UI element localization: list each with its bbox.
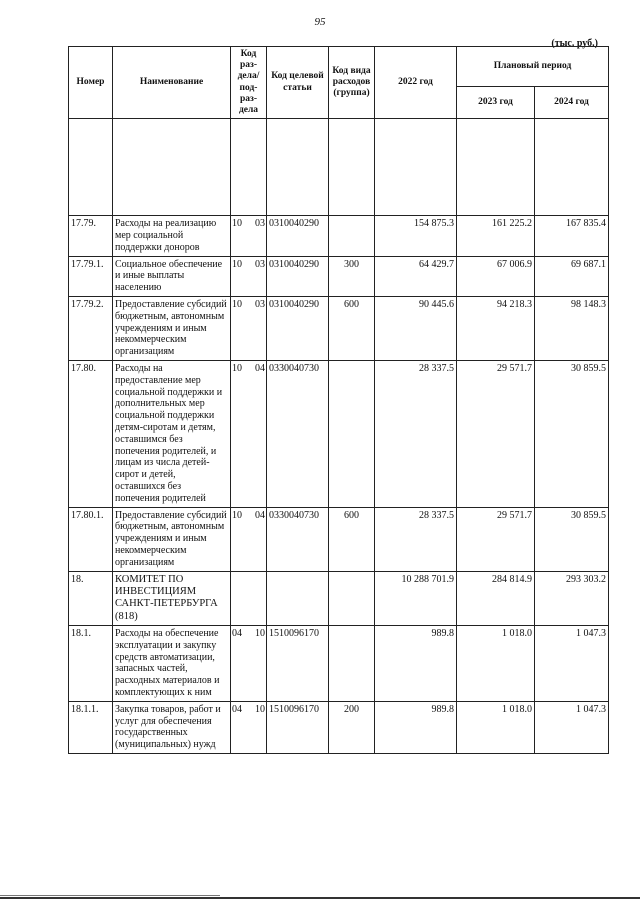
row-celevaya: 0330040730 <box>267 507 329 571</box>
row-podrazdel-code: 04 <box>255 362 265 374</box>
row-podrazdel-code: 04 <box>255 509 265 521</box>
row-name: Расходы на обеспечение эксплуатации и закупку средств автоматизации, запасных частей, расходных материалов и комплектующих к ним <box>113 626 231 702</box>
row-razdel-code: 10 <box>232 299 242 310</box>
row-razdel <box>231 507 267 571</box>
table-row <box>69 571 609 626</box>
row-2023: 1 018.0 <box>457 701 535 753</box>
scan-edge-line <box>0 895 220 896</box>
row-razdel-code: 10 <box>232 509 242 521</box>
row-2022: 90 445.6 <box>375 297 457 361</box>
row-name: Расходы на предоставление мер социальной поддержки и дополнительных мер социальной поддержки детям-сиротам и детям, оставшимся без попечения родителей, и лицам из числа детей-сирот и детей, оставшихся без попечения родителей <box>113 360 231 507</box>
header-name: Наименование <box>113 47 231 119</box>
header-vid: Код вида расходов (группа) <box>329 47 375 119</box>
scan-bottom-line <box>0 897 640 899</box>
row-vid: 200 <box>329 701 375 753</box>
row-number: 18. <box>69 571 113 626</box>
row-number: 17.80.1. <box>69 507 113 571</box>
row-razdel <box>231 626 267 702</box>
row-podrazdel-code: 03 <box>255 218 265 230</box>
row-celevaya: 0310040290 <box>267 256 329 296</box>
row-name: Расходы на реализацию мер социальной поддержки доноров <box>113 216 231 256</box>
row-razdel-code: 04 <box>232 628 242 640</box>
row-2023: 161 225.2 <box>457 216 535 256</box>
header-celevaya: Код целевой статьи <box>267 47 329 119</box>
row-razdel <box>231 216 267 256</box>
row-vid <box>329 360 375 507</box>
row-razdel-code: 10 <box>232 258 242 270</box>
row-2024: 167 835.4 <box>535 216 609 256</box>
header-num: Номер <box>69 47 113 119</box>
table-row <box>69 507 609 571</box>
row-razdel-code: 10 <box>232 218 242 230</box>
row-2022: 154 875.3 <box>375 216 457 256</box>
row-number: 17.79. <box>69 216 113 256</box>
header-2023: 2023 год <box>457 86 535 119</box>
row-celevaya: 0310040290 <box>267 297 329 361</box>
row-razdel <box>231 297 267 361</box>
header-period: Плановый период <box>457 47 609 87</box>
row-2024: 1 047.3 <box>535 626 609 702</box>
row-vid: 300 <box>329 256 375 296</box>
row-2023: 29 571.7 <box>457 360 535 507</box>
row-podrazdel-code: 10 <box>255 703 265 715</box>
table-row <box>69 256 609 296</box>
row-2023: 29 571.7 <box>457 507 535 571</box>
row-podrazdel-code: 03 <box>255 299 265 310</box>
row-number: 17.79.1. <box>69 256 113 296</box>
row-celevaya: 1510096170 <box>267 701 329 753</box>
row-2022: 64 429.7 <box>375 256 457 296</box>
header-2022: 2022 год <box>375 47 457 119</box>
row-number: 18.1. <box>69 626 113 702</box>
row-podrazdel-code: 10 <box>255 628 265 640</box>
row-2024: 98 148.3 <box>535 297 609 361</box>
row-podrazdel-code: 03 <box>255 258 265 270</box>
row-2023: 284 814.9 <box>457 571 535 626</box>
row-razdel <box>231 571 267 626</box>
row-2024: 30 859.5 <box>535 507 609 571</box>
row-name: Предоставление субсидий бюджетным, автономным учреждениям и иным некоммерческим организациям <box>113 507 231 571</box>
header-razdel: Код раз-дела/ под-раз-дела <box>231 47 267 119</box>
row-2024: 30 859.5 <box>535 360 609 507</box>
row-2022: 10 288 701.9 <box>375 571 457 626</box>
table-row <box>69 297 609 361</box>
row-name: Закупка товаров, работ и услуг для обеспечения государственных (муниципальных) нужд <box>113 701 231 753</box>
row-celevaya: 1510096170 <box>267 626 329 702</box>
row-2022: 989.8 <box>375 701 457 753</box>
row-razdel-code: 04 <box>232 703 242 715</box>
row-name: Социальное обеспечение и иные выплаты населению <box>113 256 231 296</box>
row-razdel <box>231 256 267 296</box>
row-razdel <box>231 360 267 507</box>
row-celevaya: 0310040290 <box>267 216 329 256</box>
row-celevaya: 0330040730 <box>267 360 329 507</box>
row-2024: 69 687.1 <box>535 256 609 296</box>
row-celevaya <box>267 571 329 626</box>
row-2022: 989.8 <box>375 626 457 702</box>
row-2023: 67 006.9 <box>457 256 535 296</box>
row-name: КОМИТЕТ ПО ИНВЕСТИЦИЯМ САНКТ-ПЕТЕРБУРГА (818) <box>113 571 231 626</box>
row-2024: 293 303.2 <box>535 571 609 626</box>
row-2023: 1 018.0 <box>457 626 535 702</box>
row-number: 17.79.2. <box>69 297 113 361</box>
row-2024: 1 047.3 <box>535 701 609 753</box>
header-spacer-row <box>69 119 609 216</box>
row-2022: 28 337.5 <box>375 507 457 571</box>
budget-table <box>68 46 609 754</box>
row-vid: 600 <box>329 507 375 571</box>
table-row <box>69 626 609 702</box>
row-number: 17.80. <box>69 360 113 507</box>
page-number: 95 <box>314 16 326 28</box>
row-razdel <box>231 701 267 753</box>
units-label: (тыс. руб.) <box>551 38 598 49</box>
row-2022: 28 337.5 <box>375 360 457 507</box>
row-vid <box>329 216 375 256</box>
row-vid <box>329 626 375 702</box>
row-number: 18.1.1. <box>69 701 113 753</box>
row-vid: 600 <box>329 297 375 361</box>
table-row <box>69 701 609 753</box>
row-razdel-code: 10 <box>232 362 242 374</box>
table-row <box>69 360 609 507</box>
row-vid <box>329 571 375 626</box>
row-name: Предоставление субсидий бюджетным, автономным учреждениям и иным некоммерческим организациям <box>113 297 231 361</box>
row-2023: 94 218.3 <box>457 297 535 361</box>
table-row <box>69 216 609 256</box>
header-2024: 2024 год <box>535 86 609 119</box>
